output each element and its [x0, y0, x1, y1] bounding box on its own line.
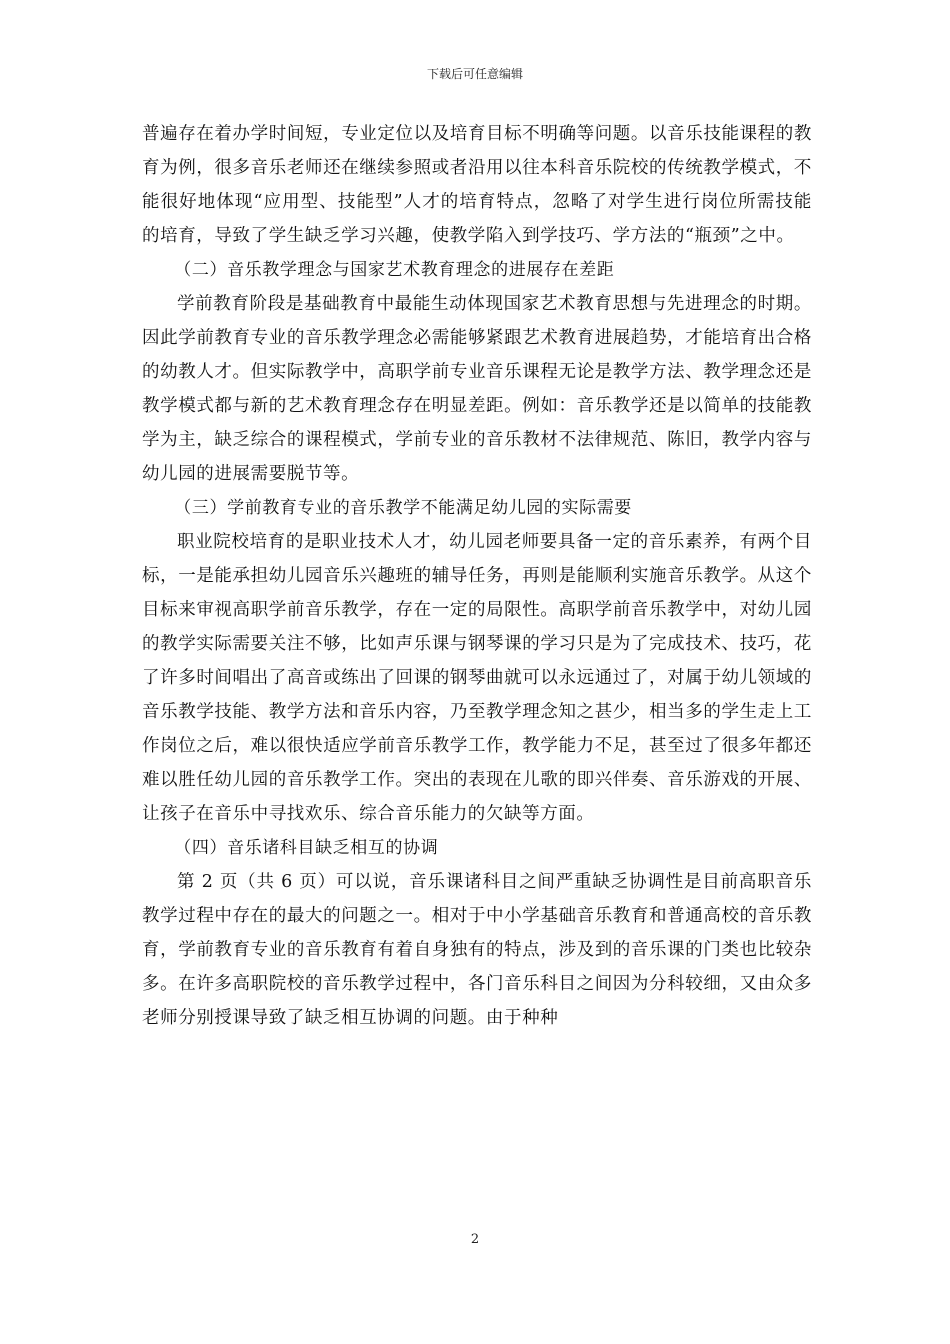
- section-heading-3: （三）学前教育专业的音乐教学不能满足幼儿园的实际需要: [174, 498, 632, 518]
- section-heading-4: （四）音乐诸科目缺乏相互的协调: [174, 838, 439, 858]
- paragraph-section-3: 职业院校培育的是职业技术人才，幼儿园老师要具备一定的音乐素养，有两个目标，一是能承担幼儿园音乐兴趣班的辅导任务，再则是能顺利实施音乐教学。从这个目标来审视高职学前音乐教学，存在一定的局限性。高职学前音乐教学中，对幼儿园的教学实际需要关注不够，比如声乐课与钢琴课的学习只是为了完成技术、技巧，花了许多时间唱出了高音或练出了回课的钢琴曲就可以永远通过了，对属于幼儿领域的音乐教学技能、教学方法和音乐内容，乃至教学理念知之甚少，相当多的学生走上工作岗位之后，难以很快适应学前音乐教学工作，教学能力不足，甚至过了很多年都还难以胜任幼儿园的音乐教学工作。突出的表现在儿歌的即兴伴奏、音乐游戏的开展、让孩子在音乐中寻找欢乐、综合音乐能力的欠缺等方面。: [142, 532, 812, 824]
- paragraph-section-4: 第 2 页（共 6 页）可以说，音乐课诸科目之间严重缺乏协调性是目前高职音乐教学过程中存在的最大的问题之一。相对于中小学基础音乐教育和普通高校的音乐教育，学前教育专业的音乐教育有着自身独有的特点，涉及到的音乐课的门类也比较杂多。在许多高职院校的音乐教学过程中，各门音乐科目之间因为分科较细，又由众多老师分别授课导致了缺乏相互协调的问题。由于种种: [142, 872, 812, 1028]
- page-number: 2: [470, 1232, 480, 1247]
- paragraph-section-2: 学前教育阶段是基础教育中最能生动体现国家艺术教育思想与先进理念的时期。因此学前教育专业的音乐教学理念必需能够紧跟艺术教育进展趋势，才能培育出合格的幼教人才。但实际教学中，高职学前专业音乐课程无论是教学方法、教学理念还是教学模式都与新的艺术教育理念存在明显差距。例如：音乐教学还是以简单的技能教学为主，缺乏综合的课程模式，学前专业的音乐教材不法律规范、陈旧，教学内容与幼儿园的进展需要脱节等。: [142, 294, 812, 484]
- section-heading-2: （二）音乐教学理念与国家艺术教育理念的进展存在差距: [174, 260, 615, 280]
- document-body: [142, 117, 812, 1035]
- page-header: 下载后可任意编辑: [426, 67, 523, 81]
- paragraph-continuation: 普遍存在着办学时间短，专业定位以及培育目标不明确等问题。以音乐技能课程的教育为例，很多音乐老师还在继续参照或者沿用以往本科音乐院校的传统教学模式，不能很好地体现“应用型、技能型”人才的培育特点，忽略了对学生进行岗位所需技能的培育，导致了学生缺乏学习兴趣，使教学陷入到学技巧、学方法的“瓶颈”之中。: [142, 124, 812, 246]
